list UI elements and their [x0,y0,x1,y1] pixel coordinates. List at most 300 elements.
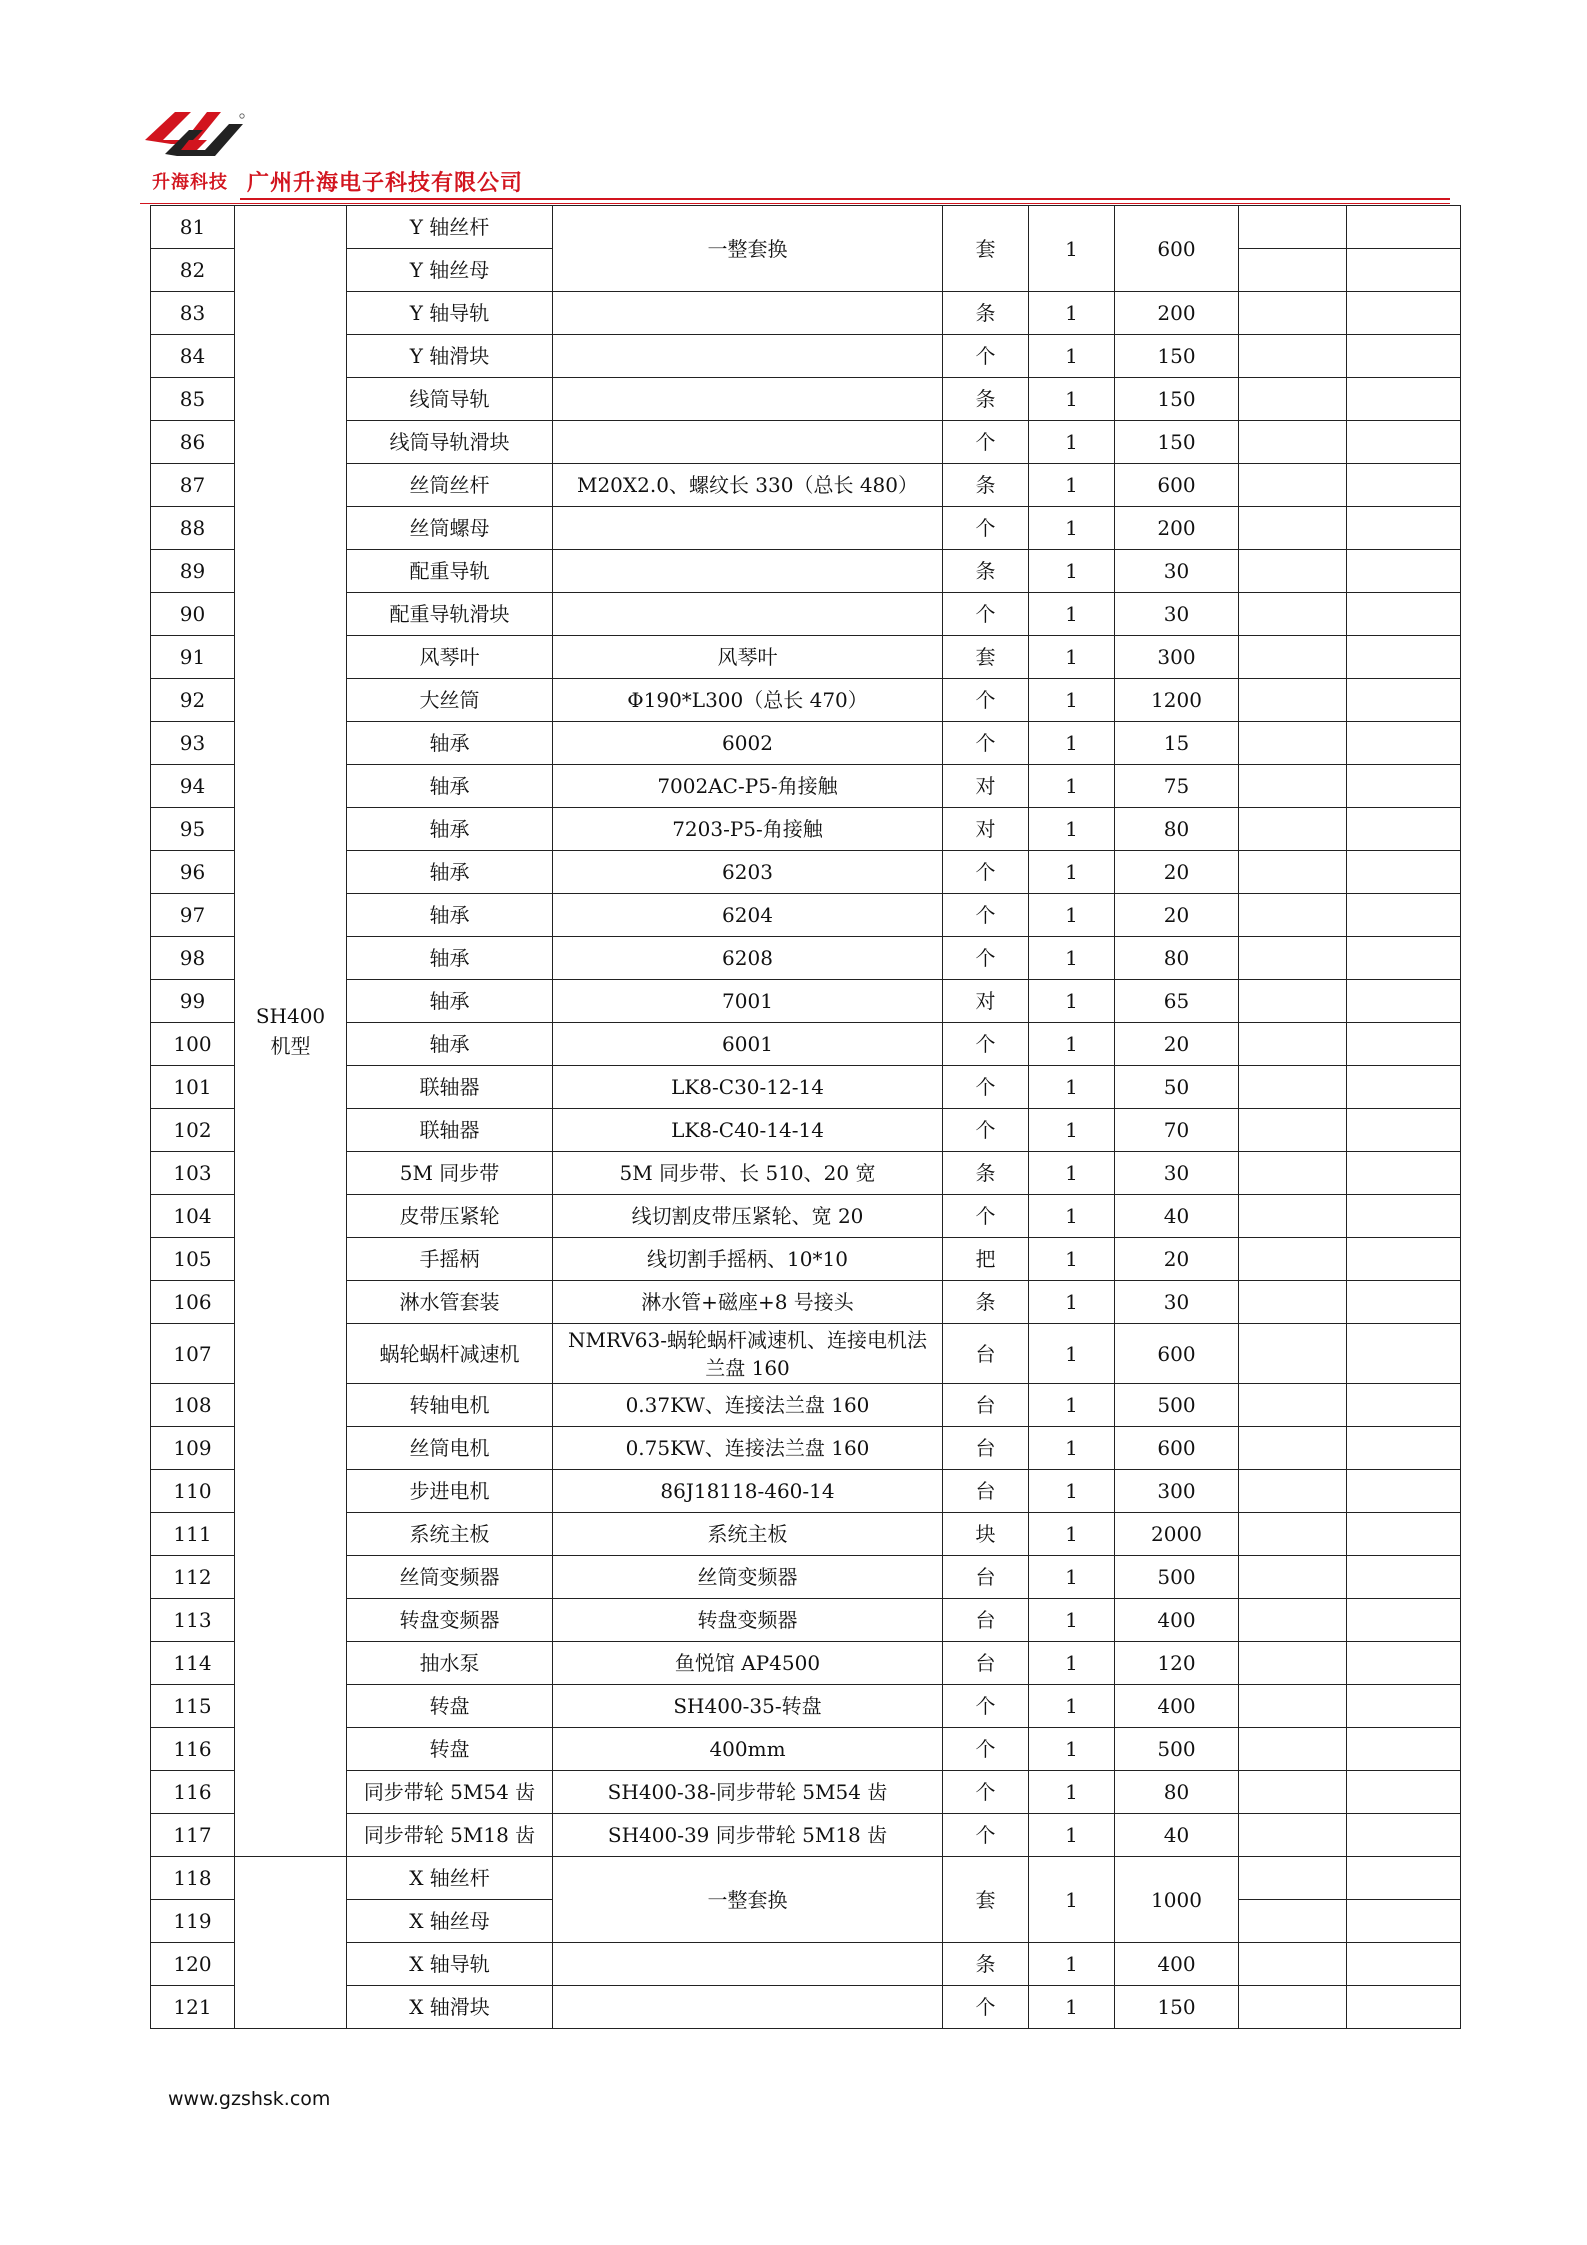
empty-cell [1347,1771,1461,1814]
part-unit: 条 [943,1281,1029,1324]
part-unit: 个 [943,937,1029,980]
row-number: 91 [151,636,235,679]
row-number: 116 [151,1771,235,1814]
part-price: 600 [1115,206,1239,292]
row-number: 119 [151,1900,235,1943]
table-row [151,464,1461,507]
part-qty: 1 [1029,1384,1115,1427]
logo-text: 升海科技 [152,172,228,193]
part-spec: 7203-P5-角接触 [553,808,943,851]
empty-cell [1347,1943,1461,1986]
part-spec [553,1986,943,2029]
part-unit: 台 [943,1324,1029,1384]
part-price: 20 [1115,1238,1239,1281]
parts-price-table [150,205,1461,2029]
part-unit: 个 [943,1195,1029,1238]
part-unit: 个 [943,1814,1029,1857]
empty-cell [1347,1986,1461,2029]
empty-cell [1239,507,1347,550]
table-row [151,550,1461,593]
part-price: 500 [1115,1384,1239,1427]
part-price: 150 [1115,335,1239,378]
table-row [151,1814,1461,1857]
part-spec: 线切割皮带压紧轮、宽 20 [553,1195,943,1238]
empty-cell [1239,593,1347,636]
model-label: 机型 [270,1034,311,1058]
part-name: 轴承 [347,894,553,937]
part-name: 转盘 [347,1685,553,1728]
table-row [151,765,1461,808]
part-unit: 条 [943,378,1029,421]
part-unit: 台 [943,1427,1029,1470]
table-row [151,1281,1461,1324]
row-number: 96 [151,851,235,894]
empty-cell [1239,1900,1347,1943]
row-number: 82 [151,249,235,292]
part-name: 线筒导轨滑块 [347,421,553,464]
part-unit: 把 [943,1238,1029,1281]
part-qty: 1 [1029,1943,1115,1986]
part-name: Y 轴滑块 [347,335,553,378]
part-unit: 个 [943,1023,1029,1066]
part-price: 150 [1115,421,1239,464]
part-qty: 1 [1029,1152,1115,1195]
empty-cell [1347,894,1461,937]
empty-cell [1347,292,1461,335]
part-qty: 1 [1029,421,1115,464]
part-price: 40 [1115,1195,1239,1238]
row-number: 115 [151,1685,235,1728]
table-row [151,1066,1461,1109]
table-row [151,679,1461,722]
part-name: 轴承 [347,851,553,894]
table-row [151,722,1461,765]
row-number: 105 [151,1238,235,1281]
part-spec: SH400-35-转盘 [553,1685,943,1728]
empty-cell [1239,1023,1347,1066]
row-number: 83 [151,292,235,335]
part-spec: 6203 [553,851,943,894]
part-name: X 轴导轨 [347,1943,553,1986]
part-unit: 个 [943,1066,1029,1109]
part-unit: 条 [943,292,1029,335]
part-name: X 轴丝母 [347,1900,553,1943]
part-price: 400 [1115,1943,1239,1986]
part-qty: 1 [1029,1195,1115,1238]
row-number: 117 [151,1814,235,1857]
empty-cell [1347,507,1461,550]
part-name: 淋水管套装 [347,1281,553,1324]
empty-cell [1239,851,1347,894]
row-number: 103 [151,1152,235,1195]
empty-cell [1347,1384,1461,1427]
empty-cell [1347,335,1461,378]
table-row [151,1685,1461,1728]
row-number: 90 [151,593,235,636]
part-price: 15 [1115,722,1239,765]
part-qty: 1 [1029,1427,1115,1470]
part-name: 系统主板 [347,1513,553,1556]
part-name: 皮带压紧轮 [347,1195,553,1238]
table-row [151,1771,1461,1814]
part-name: 5M 同步带 [347,1152,553,1195]
part-qty: 1 [1029,1238,1115,1281]
table-row [151,1238,1461,1281]
part-unit: 个 [943,1728,1029,1771]
part-name: 线筒导轨 [347,378,553,421]
part-price: 600 [1115,464,1239,507]
table-row [151,851,1461,894]
row-number: 97 [151,894,235,937]
part-qty: 1 [1029,1814,1115,1857]
part-spec: NMRV63-蜗轮蜗杆减速机、连接电机法兰盘 160 [553,1324,943,1384]
part-qty: 1 [1029,980,1115,1023]
part-qty: 1 [1029,1513,1115,1556]
part-qty: 1 [1029,1771,1115,1814]
company-logo [145,110,245,170]
empty-cell [1347,980,1461,1023]
row-number: 81 [151,206,235,249]
part-name: 步进电机 [347,1470,553,1513]
empty-cell [1347,851,1461,894]
part-spec: 400mm [553,1728,943,1771]
empty-cell [1239,1152,1347,1195]
part-qty: 1 [1029,851,1115,894]
table-row [151,1195,1461,1238]
table-row [151,1470,1461,1513]
part-price: 400 [1115,1685,1239,1728]
part-spec: Φ190*L300（总长 470） [553,679,943,722]
part-spec: 7002AC-P5-角接触 [553,765,943,808]
empty-cell [1239,1470,1347,1513]
part-name: X 轴滑块 [347,1986,553,2029]
empty-cell [1239,1238,1347,1281]
part-name: 配重导轨滑块 [347,593,553,636]
empty-cell [1239,1599,1347,1642]
empty-cell [1347,1195,1461,1238]
part-price: 80 [1115,808,1239,851]
row-number: 99 [151,980,235,1023]
empty-cell [1347,1513,1461,1556]
empty-cell [1239,1195,1347,1238]
part-unit: 个 [943,1771,1029,1814]
empty-cell [1347,808,1461,851]
empty-cell [1239,1685,1347,1728]
part-name: 轴承 [347,1023,553,1066]
part-qty: 1 [1029,937,1115,980]
empty-cell [1347,1685,1461,1728]
part-qty: 1 [1029,1324,1115,1384]
row-number: 102 [151,1109,235,1152]
row-number: 92 [151,679,235,722]
table-row [151,292,1461,335]
empty-cell [1347,1857,1461,1900]
empty-cell [1239,335,1347,378]
empty-cell [1347,765,1461,808]
row-number: 95 [151,808,235,851]
table-row [151,636,1461,679]
empty-cell [1347,1152,1461,1195]
part-name: Y 轴丝母 [347,249,553,292]
table-row [151,421,1461,464]
row-number: 112 [151,1556,235,1599]
empty-cell [1239,765,1347,808]
empty-cell [1347,378,1461,421]
table-row [151,1023,1461,1066]
part-spec: 6002 [553,722,943,765]
empty-cell [1239,1814,1347,1857]
part-spec: M20X2.0、螺纹长 330（总长 480） [553,464,943,507]
table-row [151,1513,1461,1556]
part-name: 丝筒丝杆 [347,464,553,507]
part-name: 轴承 [347,765,553,808]
part-qty: 1 [1029,1685,1115,1728]
table-row [151,1599,1461,1642]
part-name: 大丝筒 [347,679,553,722]
empty-cell [1347,1023,1461,1066]
part-price: 200 [1115,507,1239,550]
row-number: 101 [151,1066,235,1109]
table-row [151,206,1461,249]
part-price: 150 [1115,378,1239,421]
part-unit: 个 [943,507,1029,550]
part-qty: 1 [1029,550,1115,593]
part-price: 20 [1115,851,1239,894]
part-unit: 台 [943,1642,1029,1685]
part-name: 风琴叶 [347,636,553,679]
table-row [151,507,1461,550]
part-spec [553,335,943,378]
part-price: 200 [1115,292,1239,335]
part-spec: 一整套换 [553,206,943,292]
empty-cell [1239,1281,1347,1324]
part-name: 转盘 [347,1728,553,1771]
empty-cell [1239,1857,1347,1900]
empty-cell [1239,1556,1347,1599]
row-number: 106 [151,1281,235,1324]
empty-cell [1239,636,1347,679]
part-price: 300 [1115,636,1239,679]
row-number: 94 [151,765,235,808]
table-row [151,980,1461,1023]
row-number: 110 [151,1470,235,1513]
part-unit: 个 [943,421,1029,464]
row-number: 85 [151,378,235,421]
footer-url: www.gzshsk.com [168,2088,331,2110]
model-cell [235,206,347,1857]
part-spec: 0.37KW、连接法兰盘 160 [553,1384,943,1427]
part-spec: 一整套换 [553,1857,943,1943]
part-price: 2000 [1115,1513,1239,1556]
row-number: 111 [151,1513,235,1556]
part-spec [553,378,943,421]
empty-cell [1347,464,1461,507]
empty-cell [1239,1642,1347,1685]
part-qty: 1 [1029,378,1115,421]
row-number: 100 [151,1023,235,1066]
empty-cell [1239,808,1347,851]
table-row [151,593,1461,636]
part-qty: 1 [1029,1556,1115,1599]
part-qty: 1 [1029,335,1115,378]
part-unit: 套 [943,1857,1029,1943]
empty-cell [1239,206,1347,249]
table-row [151,1728,1461,1771]
empty-cell [1347,593,1461,636]
empty-cell [1239,464,1347,507]
empty-cell [1239,1986,1347,2029]
empty-cell [1239,937,1347,980]
part-qty: 1 [1029,679,1115,722]
table-row [151,1324,1461,1384]
part-name: Y 轴丝杆 [347,206,553,249]
part-qty: 1 [1029,206,1115,292]
part-name: 同步带轮 5M18 齿 [347,1814,553,1857]
part-unit: 台 [943,1470,1029,1513]
empty-cell [1347,1427,1461,1470]
part-spec [553,1943,943,1986]
table-row [151,1109,1461,1152]
part-name: 轴承 [347,937,553,980]
row-number: 104 [151,1195,235,1238]
part-name: Y 轴导轨 [347,292,553,335]
part-price: 600 [1115,1427,1239,1470]
part-unit: 对 [943,808,1029,851]
row-number: 108 [151,1384,235,1427]
table-row [151,937,1461,980]
part-qty: 1 [1029,765,1115,808]
empty-cell [1347,1642,1461,1685]
part-spec: SH400-38-同步带轮 5M54 齿 [553,1771,943,1814]
part-name: 联轴器 [347,1066,553,1109]
empty-cell [1239,1384,1347,1427]
empty-cell [1239,1109,1347,1152]
part-price: 20 [1115,1023,1239,1066]
part-spec: SH400-39 同步带轮 5M18 齿 [553,1814,943,1857]
row-number: 107 [151,1324,235,1384]
table-row [151,1943,1461,1986]
part-unit: 条 [943,550,1029,593]
part-qty: 1 [1029,1599,1115,1642]
row-number: 109 [151,1427,235,1470]
part-name: 配重导轨 [347,550,553,593]
table-row [151,1556,1461,1599]
part-unit: 个 [943,593,1029,636]
row-number: 98 [151,937,235,980]
part-unit: 对 [943,980,1029,1023]
part-spec: 6204 [553,894,943,937]
empty-cell [1347,1238,1461,1281]
part-qty: 1 [1029,1857,1115,1943]
row-number: 114 [151,1642,235,1685]
part-unit: 套 [943,636,1029,679]
part-spec [553,507,943,550]
part-unit: 个 [943,679,1029,722]
empty-cell [1347,679,1461,722]
empty-cell [1347,1599,1461,1642]
part-spec [553,550,943,593]
empty-cell [1239,421,1347,464]
model-cell [235,1857,347,2029]
empty-cell [1239,292,1347,335]
empty-cell [1347,636,1461,679]
empty-cell [1347,1066,1461,1109]
empty-cell [1347,1281,1461,1324]
part-unit: 个 [943,851,1029,894]
part-price: 1200 [1115,679,1239,722]
part-price: 65 [1115,980,1239,1023]
table-row [151,1427,1461,1470]
part-spec: 5M 同步带、长 510、20 宽 [553,1152,943,1195]
part-unit: 个 [943,894,1029,937]
part-name: 丝筒变频器 [347,1556,553,1599]
header-rule-thin [140,203,1450,204]
row-number: 113 [151,1599,235,1642]
part-unit: 条 [943,1943,1029,1986]
table-row [151,1384,1461,1427]
empty-cell [1239,1324,1347,1384]
empty-cell [1239,1771,1347,1814]
part-price: 30 [1115,593,1239,636]
part-name: 转盘变频器 [347,1599,553,1642]
empty-cell [1347,722,1461,765]
empty-cell [1347,1814,1461,1857]
part-name: 轴承 [347,980,553,1023]
part-spec: LK8-C30-12-14 [553,1066,943,1109]
empty-cell [1239,249,1347,292]
row-number: 89 [151,550,235,593]
part-price: 75 [1115,765,1239,808]
table-row [151,1152,1461,1195]
part-spec: 风琴叶 [553,636,943,679]
empty-cell [1239,1427,1347,1470]
part-spec: 淋水管+磁座+8 号接头 [553,1281,943,1324]
table-row [151,378,1461,421]
part-unit: 个 [943,722,1029,765]
part-qty: 1 [1029,1109,1115,1152]
part-unit: 对 [943,765,1029,808]
part-qty: 1 [1029,507,1115,550]
part-spec: 86J18118-460-14 [553,1470,943,1513]
table-row [151,335,1461,378]
part-qty: 1 [1029,1023,1115,1066]
part-qty: 1 [1029,1066,1115,1109]
part-unit: 个 [943,1109,1029,1152]
part-qty: 1 [1029,1281,1115,1324]
part-qty: 1 [1029,1728,1115,1771]
empty-cell [1347,550,1461,593]
empty-cell [1239,1943,1347,1986]
part-qty: 1 [1029,1470,1115,1513]
part-price: 1000 [1115,1857,1239,1943]
part-price: 500 [1115,1556,1239,1599]
row-number: 118 [151,1857,235,1900]
empty-cell [1347,1470,1461,1513]
part-spec: 丝筒变频器 [553,1556,943,1599]
part-spec [553,292,943,335]
part-price: 30 [1115,550,1239,593]
part-unit: 个 [943,1986,1029,2029]
part-price: 600 [1115,1324,1239,1384]
part-qty: 1 [1029,593,1115,636]
part-name: 轴承 [347,808,553,851]
part-price: 40 [1115,1814,1239,1857]
part-price: 30 [1115,1281,1239,1324]
page-header [140,110,1450,205]
row-number: 93 [151,722,235,765]
part-spec [553,593,943,636]
empty-cell [1347,1900,1461,1943]
